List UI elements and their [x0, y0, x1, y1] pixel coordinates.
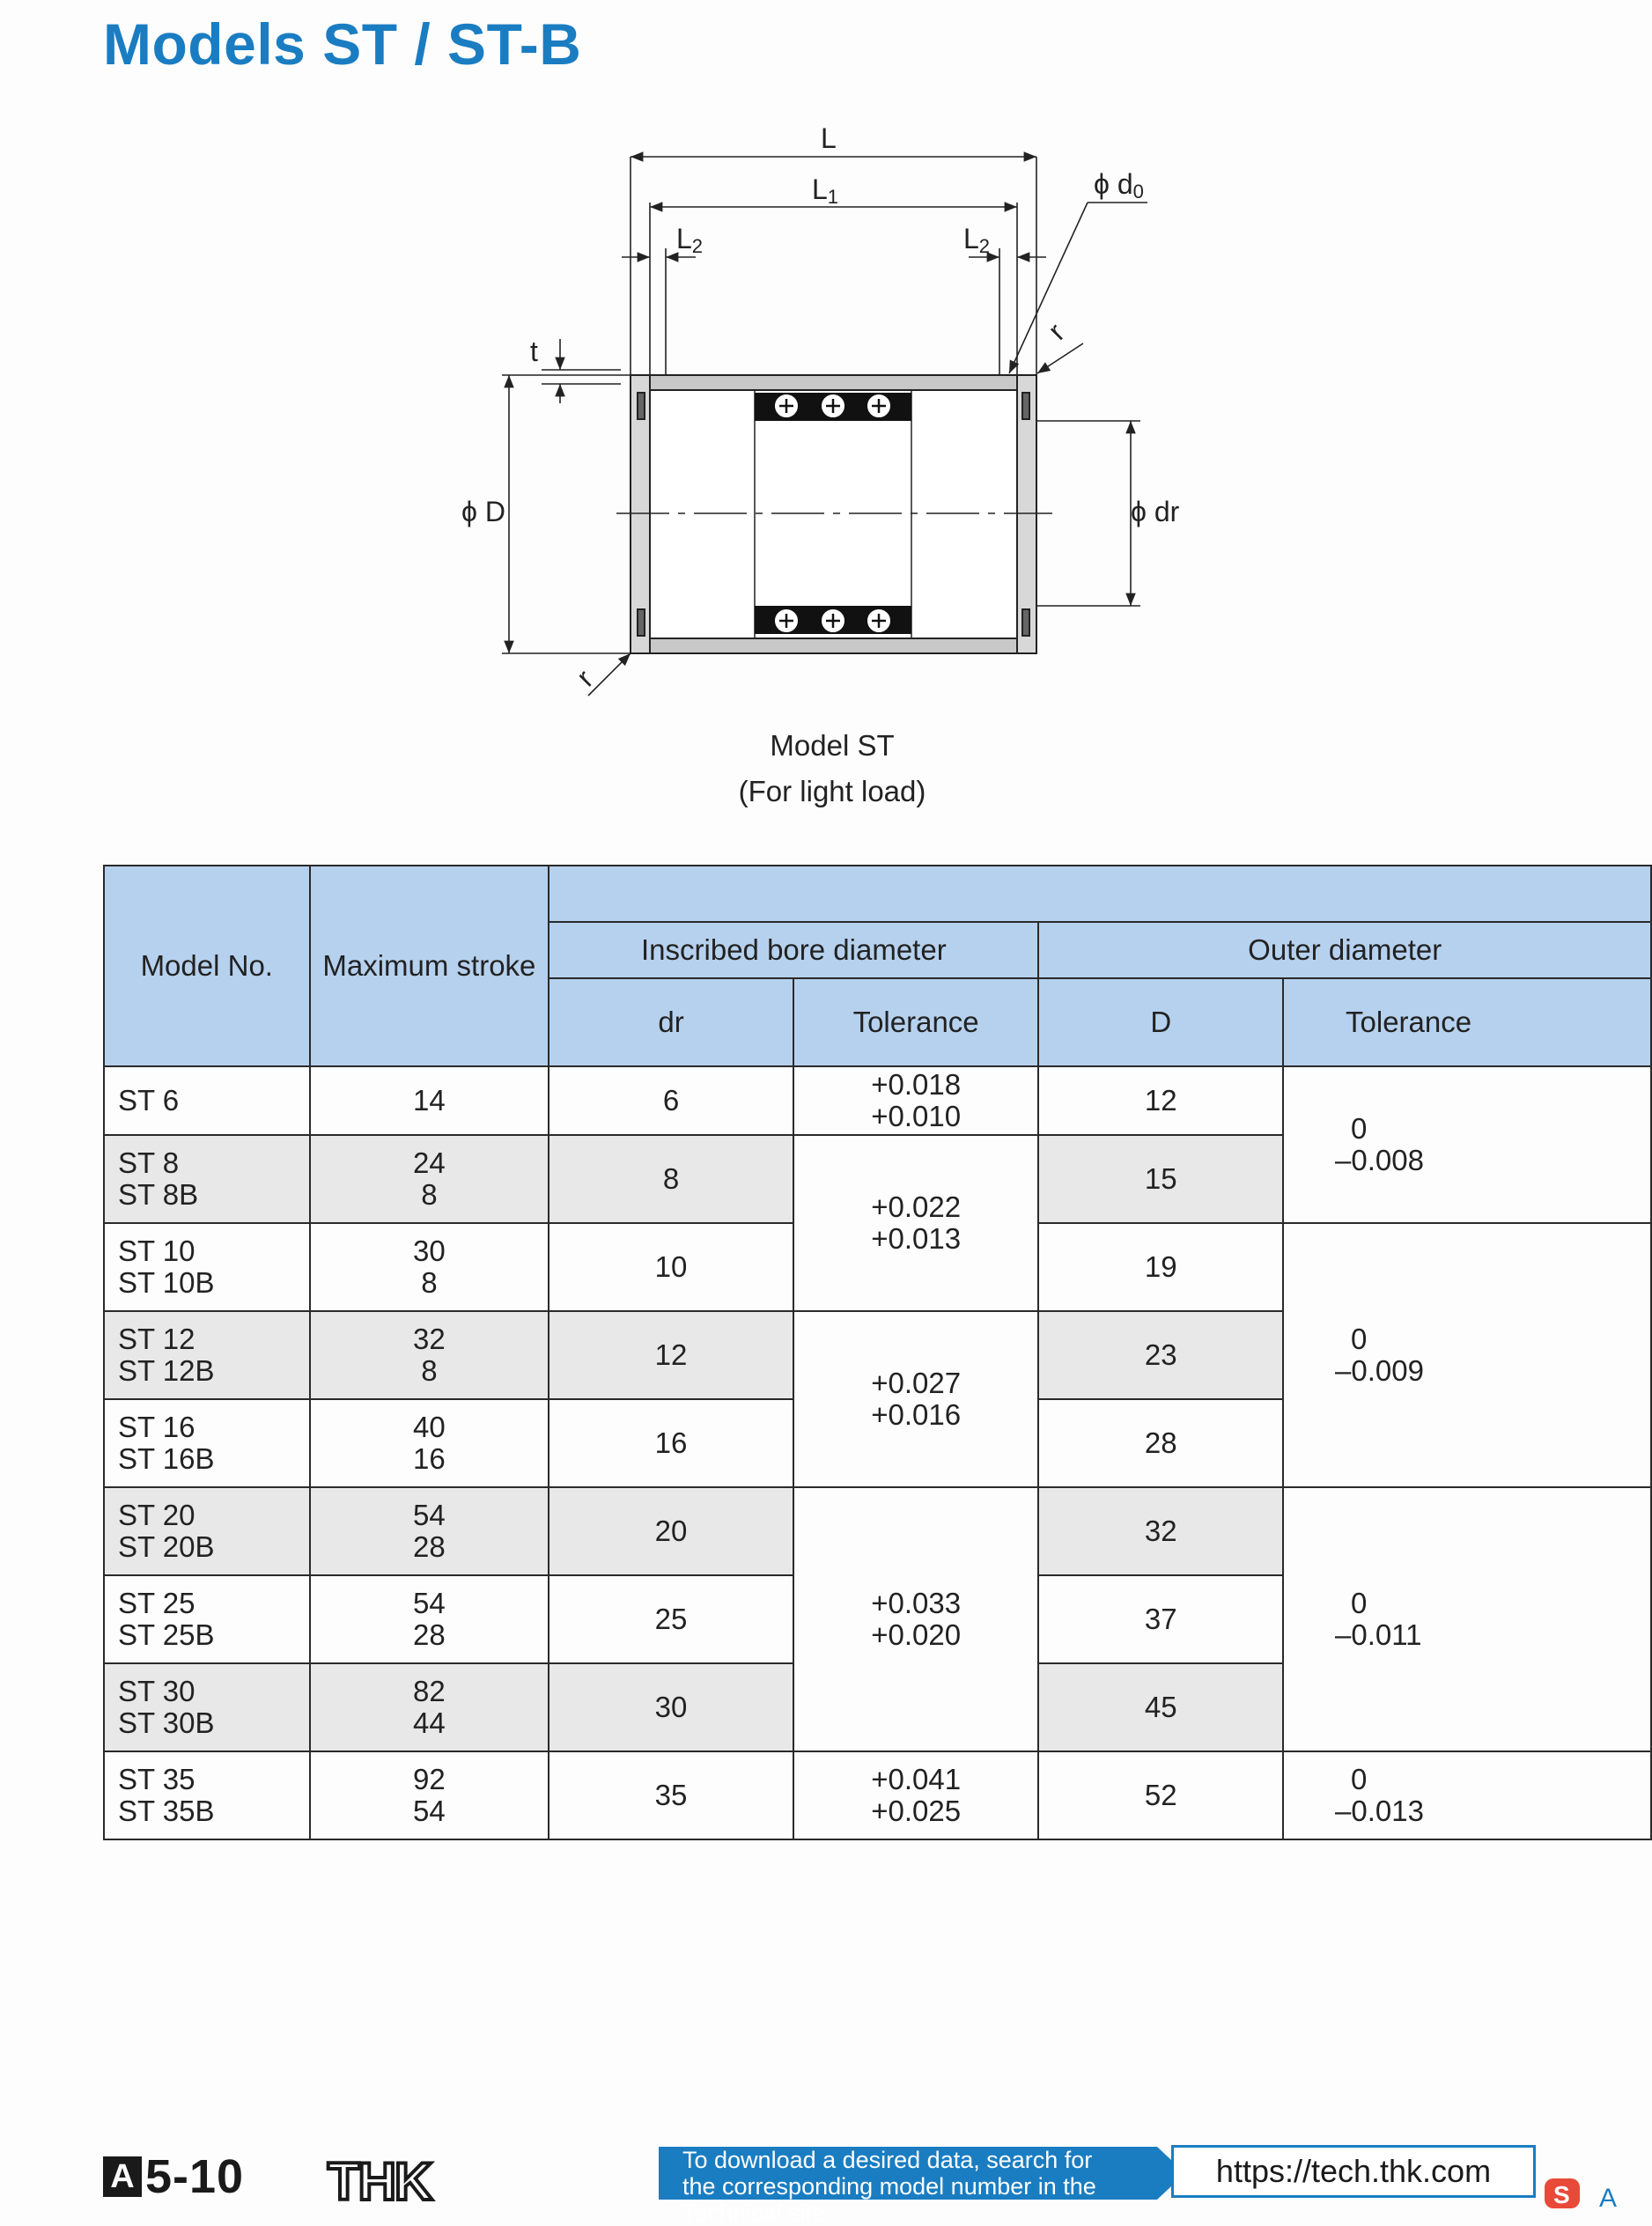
- label-r-top: r: [1041, 316, 1071, 346]
- outer-tolerance: 0 –0.013: [1283, 1751, 1651, 1839]
- table-row: ST 30 ST 30B 82 44 30 45: [104, 1663, 1651, 1751]
- svg-text:THK: THK: [328, 2156, 431, 2205]
- label-r-bottom: r: [570, 663, 600, 693]
- table-row: ST 20 ST 20B 54 28 20 +0.033 +0.020 32 0 –0.011: [104, 1487, 1651, 1575]
- table-row: ST 12 ST 12B 32 8 12 +0.027 +0.016 23: [104, 1311, 1651, 1399]
- page-number-block: [103, 2152, 244, 2201]
- diagram-caption: Model ST: [770, 729, 895, 762]
- table-row: [104, 1066, 1651, 1135]
- outer-tolerance: 0 –0.009: [1283, 1223, 1651, 1487]
- table-row: ST 35 ST 35B 92 54 35 +0.041 +0.025 52 0 –0.013: [104, 1751, 1651, 1839]
- bore-tolerance: +0.022 +0.013: [793, 1135, 1039, 1311]
- spec-table: [103, 865, 1652, 1840]
- header-outer-diameter: Outer diameter: [1038, 922, 1651, 978]
- technical-site-link[interactable]: https://tech.thk.com: [1171, 2145, 1536, 2198]
- outer-tolerance: 0 –0.008: [1283, 1066, 1651, 1223]
- diagram-subcaption: (For light load): [738, 775, 926, 807]
- D-value: 12: [1038, 1066, 1283, 1135]
- bushing-dimension-diagram: [440, 114, 1215, 713]
- svg-text:L2: L2: [963, 223, 991, 257]
- app-icon: [1543, 2175, 1652, 2210]
- label-phi-D: ϕ D: [461, 496, 505, 527]
- label-L2-left: L: [676, 223, 692, 254]
- svg-text:L2: L2: [676, 223, 704, 257]
- thk-logo: [326, 2156, 476, 2205]
- header-inscribed-bore-diameter: Inscribed bore diameter: [549, 922, 1038, 978]
- label-phi-dr: ϕ dr: [1131, 496, 1180, 527]
- header-bore-tolerance: Tolerance: [793, 978, 1039, 1066]
- label-L1: L: [812, 173, 828, 205]
- header-outer-tolerance: Tolerance: [1283, 978, 1651, 1066]
- header-dr: dr: [549, 978, 793, 1066]
- table-row: ST 16 ST 16B 40 16 16 28: [104, 1399, 1651, 1487]
- label-L: L: [821, 122, 837, 154]
- page-title: Models ST / ST-B: [103, 11, 582, 77]
- bore-tol-upper: +0.018: [871, 1068, 962, 1101]
- header-maximum-stroke: Maximum stroke: [310, 866, 549, 1066]
- table-row: ST 10 ST 10B 30 8 10 19 0 –0.009: [104, 1223, 1651, 1311]
- svg-text:S: S: [1553, 2181, 1570, 2208]
- header-model-no: Model No.: [104, 866, 310, 1066]
- table-row: ST 25 ST 25B 54 28 25 37: [104, 1575, 1651, 1663]
- label-t: t: [530, 335, 538, 367]
- page-number: 5-10: [145, 2150, 245, 2203]
- section-letter: A: [103, 2156, 142, 2197]
- label-d0: ϕ d: [1094, 168, 1133, 200]
- table-row: ST 8 ST 8B 24 8 8 +0.022 +0.013 15: [104, 1135, 1651, 1223]
- bore-tolerance: +0.033 +0.020: [793, 1487, 1039, 1751]
- dr-value: 6: [549, 1066, 793, 1135]
- header-D: D: [1038, 978, 1283, 1066]
- model-no: ST 6: [118, 1084, 180, 1117]
- svg-text:A: A: [1599, 2184, 1618, 2210]
- banner-text: To download a desired data, search for the corresponding model number in the Technical site.: [682, 2147, 1096, 2226]
- label-L2-right: L: [963, 223, 979, 254]
- svg-text:ϕ d0: ϕ d0: [1094, 168, 1144, 203]
- bore-tolerance: +0.027 +0.016: [793, 1311, 1039, 1487]
- header-main-dimensions: [549, 866, 1651, 922]
- bore-tol-lower: +0.010: [871, 1100, 962, 1132]
- max-stroke: 14: [413, 1084, 446, 1117]
- svg-text:L1: L1: [812, 173, 839, 208]
- outer-tolerance: 0 –0.011: [1283, 1487, 1651, 1751]
